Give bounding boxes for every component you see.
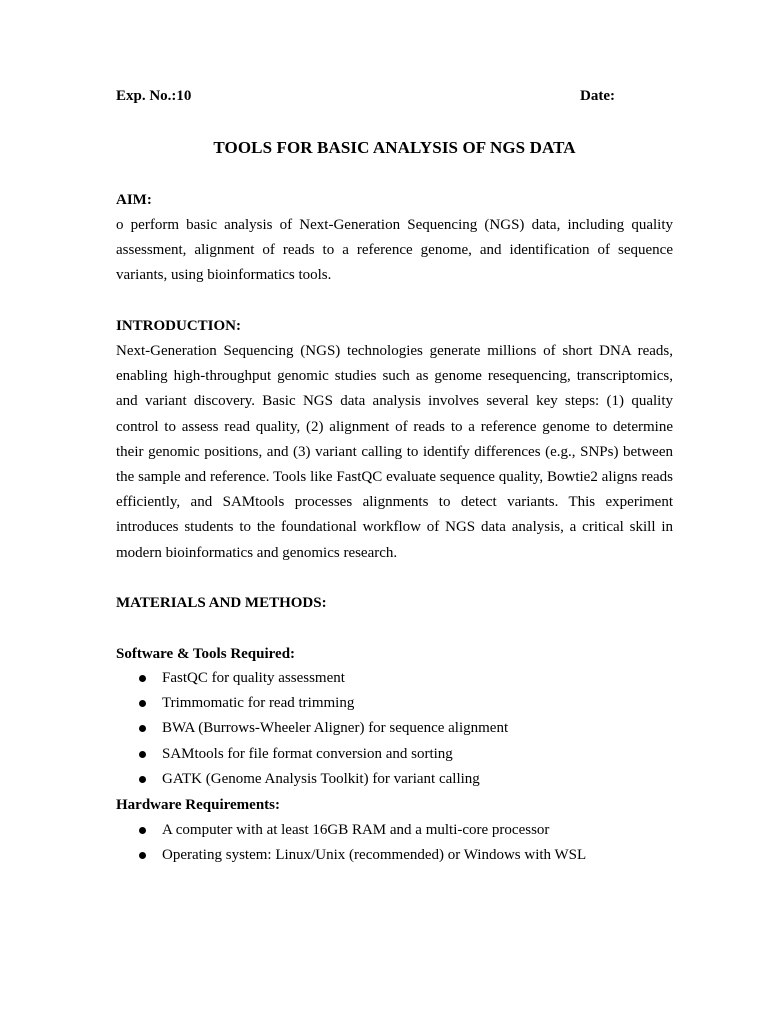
software-tools-list (116, 666, 508, 792)
list-item: Trimmomatic for read trimming (116, 691, 508, 716)
aim-text: o perform basic analysis of Next-Generation Sequencing (NGS) data, including quality assessment, alignment of reads to a reference genome, and identification of sequence variants, using bioinformatics tools. (116, 217, 673, 284)
document-title: TOOLS FOR BASIC ANALYSIS OF NGS DATA (213, 138, 576, 157)
experiment-number: Exp. No.:10 (116, 88, 192, 104)
list-item: GATK (Genome Analysis Toolkit) for variant calling (116, 767, 508, 792)
introduction-heading: INTRODUCTION: (116, 318, 242, 334)
introduction-text: Next-Generation Sequencing (NGS) technologies generate millions of short DNA reads, enabling high-throughput genomic studies such as genome resequencing, transcriptomics, and variant discovery. Basic NGS data analysis involves several key steps: (1) quality control to assess read quality, (2) alignment of reads to a reference genome to determine their genomic positions, and (3) variant calling to identify differences (e.g., SNPs) between the sample and reference. Tools like FastQC evaluate sequence quality, Bowtie2 aligns reads efficiently, and SAMtools processes alignments to detect variants. This experiment introduces students to the foundational workflow of NGS data analysis, a critical skill in modern bioinformatics and genomics research. (116, 343, 673, 561)
materials-methods-heading: MATERIALS AND METHODS: (116, 595, 327, 611)
hardware-requirements-heading: Hardware Requirements: (116, 797, 281, 813)
bullet-icon (139, 852, 146, 859)
header-row (116, 86, 673, 106)
list-item: A computer with at least 16GB RAM and a multi-core processor (116, 818, 586, 843)
bullet-icon (139, 675, 146, 682)
list-item: BWA (Burrows-Wheeler Aligner) for sequence alignment (116, 716, 508, 741)
bullet-icon (139, 827, 146, 834)
date-label: Date: (580, 88, 615, 104)
aim-heading: AIM: (116, 192, 152, 208)
bullet-icon (139, 751, 146, 758)
list-item: FastQC for quality assessment (116, 666, 508, 691)
bullet-icon (139, 725, 146, 732)
list-item: SAMtools for file format conversion and sorting (116, 742, 508, 767)
software-tools-heading: Software & Tools Required: (116, 646, 296, 662)
bullet-icon (139, 776, 146, 783)
bullet-icon (139, 700, 146, 707)
list-item: Operating system: Linux/Unix (recommended) or Windows with WSL (116, 843, 586, 868)
hardware-requirements-list (116, 818, 586, 868)
